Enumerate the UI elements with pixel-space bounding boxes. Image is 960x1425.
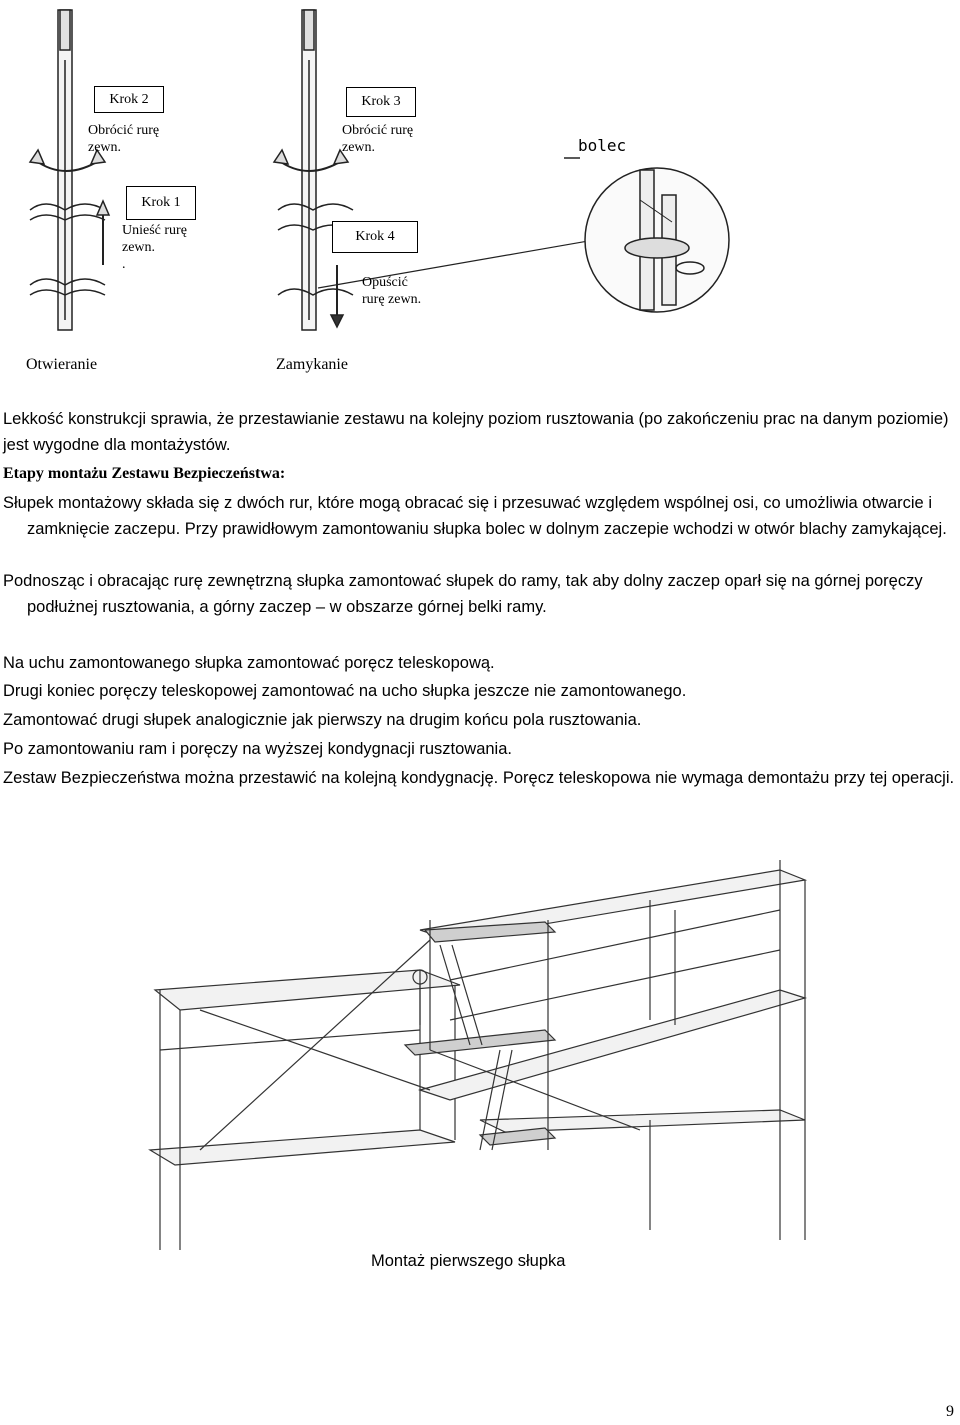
detail-label-bolec: bolec	[578, 136, 627, 155]
scaffold-drawing	[0, 850, 960, 1250]
paragraph-mounting: Podnosząc i obracając rurę zewnętrzną słupka zamontować słupek do ramy, tak aby dolny zaczep oparł się na górnej poręczy podłużnej rusztowania, a górny zaczep – w obszarze górnej belki ramy.	[3, 572, 923, 616]
caption-closing: Zamykanie	[276, 356, 348, 373]
intro-paragraph: Lekkość konstrukcji sprawia, że przestawianie zestawu na kolejny poziom rusztowania (po zakończeniu prac na danym poziomie) jest wygodne dla montażystów.	[3, 410, 949, 454]
caption-opening: Otwieranie	[26, 356, 98, 373]
paragraph-telescopic-rail: Na uchu zamontowanego słupka zamontować poręcz teleskopową.	[3, 654, 495, 672]
paragraph-second-post: Zamontować drugi słupek analogicznie jak pierwszy na drugim końcu pola rusztowania.	[3, 711, 642, 729]
step-1-box: Krok 1	[126, 186, 196, 220]
paragraph-post-structure: Słupek montażowy składa się z dwóch rur, które mogą obracać się i przesuwać względem wspólnej osi, co umożliwia otwarcie i zamknięcie zaczepu. Przy prawidłowym zamontowaniu słupka bolec w dolnym zaczepie wchodzi w otwór blachy zamykającej.	[3, 494, 947, 538]
note-rotate-right: Obrócić rurę zewn.	[342, 123, 414, 155]
step-3-box: Krok 3	[346, 87, 416, 117]
paragraph-second-end: Drugi koniec poręczy teleskopowej zamontować na ucho słupka jeszcze nie zamontowanego.	[3, 682, 687, 700]
page-number: 9	[946, 1403, 954, 1420]
caption-first-post: Montaż pierwszego słupka	[371, 1252, 566, 1270]
note-rotate-left: Obrócić rurę zewn.	[88, 123, 160, 155]
section-heading: Etapy montażu Zestawu Bezpieczeństwa:	[3, 465, 286, 482]
paragraph-after-mounting: Po zamontowaniu ram i poręczy na wyższej kondygnacji rusztowania.	[3, 740, 512, 758]
note-lift: Unieść rurę zewn. .	[122, 223, 187, 272]
paragraph-move-set: Zestaw Bezpieczeństwa można przestawić na kolejną kondygnację. Poręcz teleskopowa nie wymaga demontażu przy tej operacji.	[3, 769, 955, 787]
step-2-box: Krok 2	[94, 86, 164, 113]
post-assembly-drawing	[0, 0, 960, 340]
step-4-box: Krok 4	[332, 221, 418, 253]
note-lower: Opuścić rurę zewn.	[362, 275, 422, 307]
